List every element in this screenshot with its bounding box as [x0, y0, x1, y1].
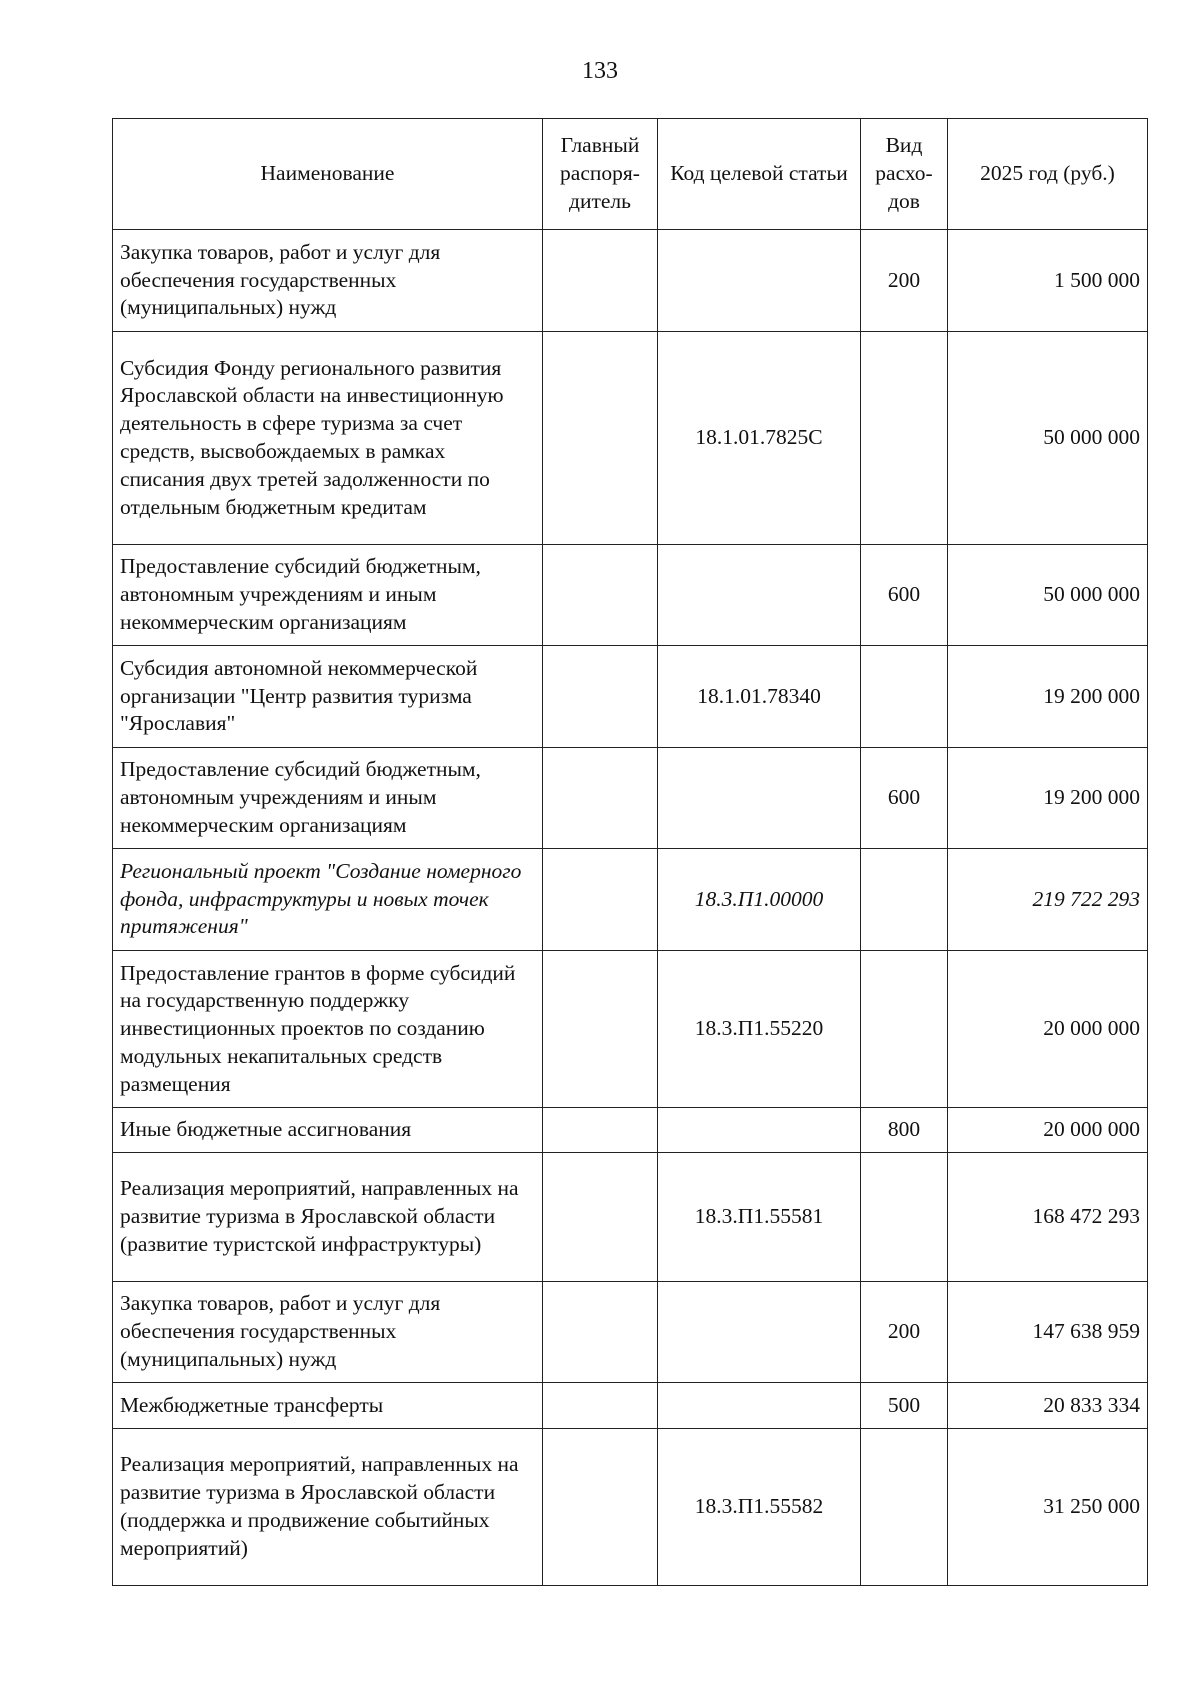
- row-target-code: [658, 545, 861, 646]
- row-chief-manager: [543, 1383, 658, 1429]
- row-name: Региональный проект "Создание номерного фонда, инфраструктуры и новых точек притяжения": [113, 849, 543, 951]
- table-row: [113, 230, 1148, 332]
- row-chief-manager: [543, 849, 658, 951]
- row-target-code: 18.3.П1.00000: [658, 849, 861, 951]
- table-row: [113, 545, 1148, 646]
- row-name: Реализация мероприятий, направленных на развитие туризма в Ярославской области (развитие туристской инфраструктуры): [113, 1153, 543, 1282]
- table-row: [113, 1282, 1148, 1383]
- row-target-code: 18.3.П1.55220: [658, 951, 861, 1108]
- table-row: [113, 1383, 1148, 1429]
- row-amount: 168 472 293: [948, 1153, 1148, 1282]
- row-amount: 20 000 000: [948, 1108, 1148, 1153]
- row-amount: 19 200 000: [948, 748, 1148, 849]
- header-target-code: Код целевой статьи: [658, 119, 861, 230]
- row-target-code: [658, 1108, 861, 1153]
- row-target-code: 18.3.П1.55582: [658, 1429, 861, 1586]
- row-amount: 1 500 000: [948, 230, 1148, 332]
- row-expense-type: 200: [861, 1282, 948, 1383]
- row-amount: 219 722 293: [948, 849, 1148, 951]
- header-amount-2025: 2025 год (руб.): [948, 119, 1148, 230]
- row-name: Субсидия Фонду регионального развития Ярославской области на инвестиционную деятельность в сфере туризма за счет средств, высвобождаемых в рамках списания двух третей задолженности по отдельным бюджетным кредитам: [113, 332, 543, 545]
- row-expense-type: 600: [861, 545, 948, 646]
- row-target-code: [658, 1282, 861, 1383]
- header-chief-manager: Главный распоря-дитель: [543, 119, 658, 230]
- row-expense-type: [861, 646, 948, 748]
- row-chief-manager: [543, 230, 658, 332]
- row-expense-type: 500: [861, 1383, 948, 1429]
- row-name: Субсидия автономной некоммерческой организации "Центр развития туризма "Ярославия": [113, 646, 543, 748]
- header-name: Наименование: [113, 119, 543, 230]
- row-name: Предоставление грантов в форме субсидий на государственную поддержку инвестиционных проектов по созданию модульных некапитальных средств размещения: [113, 951, 543, 1108]
- row-chief-manager: [543, 1153, 658, 1282]
- row-amount: 50 000 000: [948, 332, 1148, 545]
- row-chief-manager: [543, 748, 658, 849]
- row-chief-manager: [543, 1108, 658, 1153]
- row-amount: 147 638 959: [948, 1282, 1148, 1383]
- row-expense-type: 600: [861, 748, 948, 849]
- row-target-code: [658, 1383, 861, 1429]
- table-row: [113, 849, 1148, 951]
- table-row: [113, 332, 1148, 545]
- row-target-code: [658, 748, 861, 849]
- budget-table: [112, 118, 1148, 1586]
- table-row: [113, 748, 1148, 849]
- row-target-code: 18.1.01.7825С: [658, 332, 861, 545]
- header-expense-type: Вид расхо-дов: [861, 119, 948, 230]
- row-expense-type: [861, 1153, 948, 1282]
- row-chief-manager: [543, 951, 658, 1108]
- row-name: Межбюджетные трансферты: [113, 1383, 543, 1429]
- row-expense-type: [861, 951, 948, 1108]
- page-number: 133: [582, 58, 618, 84]
- row-amount: 50 000 000: [948, 545, 1148, 646]
- row-amount: 19 200 000: [948, 646, 1148, 748]
- row-expense-type: [861, 1429, 948, 1586]
- row-chief-manager: [543, 1282, 658, 1383]
- row-chief-manager: [543, 332, 658, 545]
- row-name: Предоставление субсидий бюджетным, автономным учреждениям и иным некоммерческим организациям: [113, 545, 543, 646]
- table-row: [113, 646, 1148, 748]
- row-name: Закупка товаров, работ и услуг для обеспечения государственных (муниципальных) нужд: [113, 230, 543, 332]
- row-amount: 20 000 000: [948, 951, 1148, 1108]
- table-row: [113, 1153, 1148, 1282]
- row-target-code: [658, 230, 861, 332]
- row-amount: 31 250 000: [948, 1429, 1148, 1586]
- row-target-code: 18.1.01.78340: [658, 646, 861, 748]
- table-row: [113, 951, 1148, 1108]
- row-expense-type: 200: [861, 230, 948, 332]
- row-chief-manager: [543, 1429, 658, 1586]
- row-expense-type: [861, 849, 948, 951]
- table-row: [113, 1108, 1148, 1153]
- row-chief-manager: [543, 545, 658, 646]
- table-row: [113, 1429, 1148, 1586]
- row-name: Предоставление субсидий бюджетным, автономным учреждениям и иным некоммерческим организациям: [113, 748, 543, 849]
- row-amount: 20 833 334: [948, 1383, 1148, 1429]
- row-target-code: 18.3.П1.55581: [658, 1153, 861, 1282]
- row-expense-type: 800: [861, 1108, 948, 1153]
- row-name: Иные бюджетные ассигнования: [113, 1108, 543, 1153]
- table-header-row: [113, 119, 1148, 230]
- row-chief-manager: [543, 646, 658, 748]
- row-expense-type: [861, 332, 948, 545]
- row-name: Реализация мероприятий, направленных на развитие туризма в Ярославской области (поддержка и продвижение событийных мероприятий): [113, 1429, 543, 1586]
- row-name: Закупка товаров, работ и услуг для обеспечения государственных (муниципальных) нужд: [113, 1282, 543, 1383]
